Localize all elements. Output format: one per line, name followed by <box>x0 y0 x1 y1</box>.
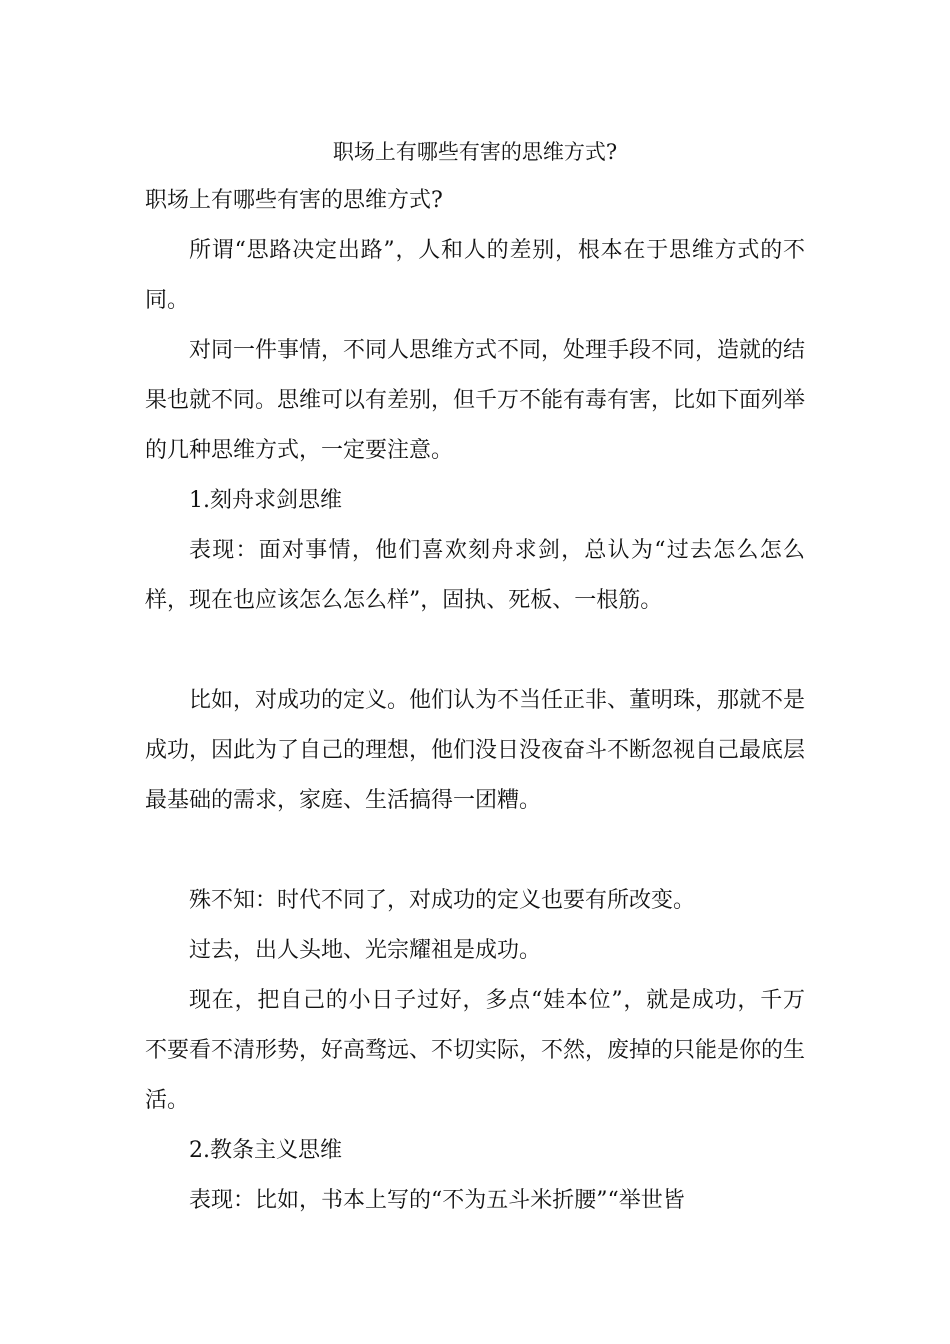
document-title: 职场上有哪些有害的思维方式? <box>332 140 618 164</box>
paragraph-8: 表现：比如，书本上写的“不为五斗米折腰”“举世皆 <box>189 1188 685 1213</box>
paragraph-7: 现在，把自己的小日子过好，多点“娃本位”，就是成功，千万不要看不清形势，好高骛远、不切实际，不然，废掉的只能是你的生活。 <box>145 988 806 1113</box>
paragraph-4: 比如，对成功的定义。他们认为不当任正非、董明珠，那就不是成功，因此为了自己的理想，他们没日没夜奋斗不断忽视自己最底层最基础的需求，家庭、生活搞得一团糟。 <box>145 688 806 813</box>
paragraph-2: 对同一件事情，不同人思维方式不同，处理手段不同，造就的结果也就不同。思维可以有差别，但千万不能有毒有害，比如下面列举的几种思维方式，一定要注意。 <box>145 338 806 463</box>
section-heading-1: 1.刻舟求剑思维 <box>189 488 342 513</box>
paragraph-3: 表现：面对事情，他们喜欢刻舟求剑，总认为“过去怎么怎么样，现在也应该怎么怎么样”，固执、死板、一根筋。 <box>145 538 805 613</box>
paragraph-1: 所谓“思路决定出路”，人和人的差别，根本在于思维方式的不同。 <box>145 238 805 313</box>
section-heading-2: 2.教条主义思维 <box>189 1138 342 1163</box>
document-subtitle: 职场上有哪些有害的思维方式? <box>145 188 443 213</box>
paragraph-6: 过去，出人头地、光宗耀祖是成功。 <box>189 938 542 963</box>
paragraph-5: 殊不知：时代不同了，对成功的定义也要有所改变。 <box>189 888 696 913</box>
